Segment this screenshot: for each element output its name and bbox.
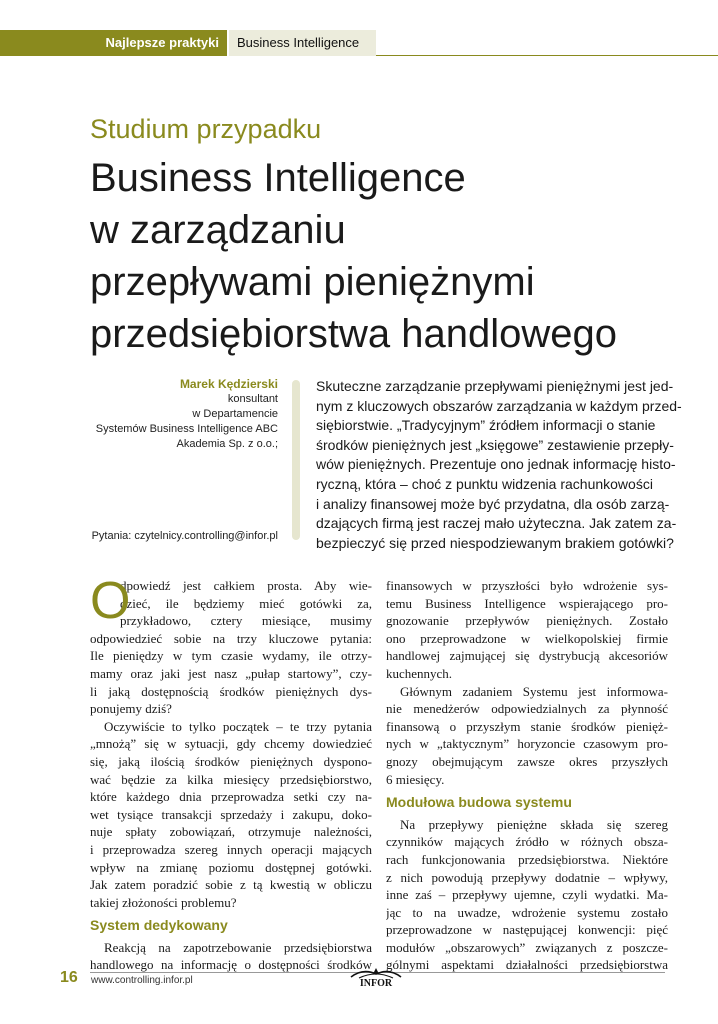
body-line: przeprowadzone w następującej konwencji: pięć: [386, 922, 668, 938]
body-line: nie menedżerów odpowiedzialnych za płynność: [386, 701, 668, 717]
lead-line: dzających firmą jest raczej mało użyteczna. Jak zatem za-: [316, 515, 677, 532]
dropcap-paragraph: [90, 572, 372, 630]
body-column-right: [386, 577, 668, 974]
lead-line: i analizy finansowej może być przydatna, dla osób zarzą-: [316, 495, 670, 512]
author-name: Marek Kędzierski: [179, 377, 278, 391]
section-tab: [0, 30, 227, 56]
lead-line: Skuteczne zarządzanie przepływami pieniężnymi jest jed-: [316, 378, 674, 394]
body-line: nych w „taktycznym” horyzoncie czasowym pro-: [386, 736, 668, 752]
body-line: temu Business Intelligence wspierającego pro-: [386, 595, 668, 611]
body-line: przykładowo, cztery miesiące, musimy: [120, 613, 372, 629]
body-line: „mnożą” się w sytuacji, gdy chcemy dowiedzieć: [90, 736, 372, 752]
body-line: rach funkcjonowania przedsiębiorstwa. Niektóre: [386, 851, 668, 867]
lead-line: środków pieniężnych jest „księgowe” zestawienie przepły-: [316, 436, 674, 453]
author-role-line: w Departamencie: [192, 408, 278, 420]
article-kicker: Studium przypadku: [90, 114, 322, 144]
body-line: handlowego na informację o dostępności środków: [90, 957, 372, 973]
section-label: Najlepsze praktyki: [105, 35, 219, 50]
body-line: gnozy obejmującym zawsze okres przyszłych: [386, 753, 668, 769]
category-label: Business Intelligence: [237, 35, 360, 50]
body-line: modułów „obszarowych” związanych z poszcze-: [386, 939, 668, 955]
body-line: ponujemy dziś?: [90, 701, 172, 717]
body-line: inne zaś – przepływy ujemne, czyli wydatki. Ma-: [386, 887, 668, 903]
article-lead: [316, 377, 682, 553]
body-line: czynników mających źródło w różnych obsza-: [386, 834, 668, 850]
section-heading: Modułowa budowa systemu: [386, 794, 572, 811]
body-line: wpływ na zmianę poziomu dostępnej gotówki.: [90, 859, 372, 875]
lead-divider: [292, 380, 300, 540]
title-line: przedsiębiorstwa handlowego: [90, 312, 617, 356]
body-line: dpowiedź jest całkiem prosta. Aby wie-: [120, 578, 372, 593]
body-line: li jaką dostępnością środków pieniężnych dys-: [90, 683, 372, 699]
header-rule: [376, 55, 718, 56]
body-line: mamy oraz jaki jest nasz „pułap startowy”, czy-: [90, 665, 372, 681]
lead-line: ryczną, która – choć z punktu widzenia rachunkowości: [316, 475, 653, 492]
body-line: finansowych w przyszłości było wdrożenie sys-: [386, 578, 668, 593]
body-line: jąc to na uwadze, wdrożenie systemu zostało: [386, 904, 668, 920]
body-line: dzieć, ile będziemy mieć gotówki za,: [120, 595, 372, 611]
body-column-left: [90, 572, 372, 974]
body-line: się, jaką ilością środków pieniężnych dyspono-: [90, 753, 372, 769]
body-line: Reakcją na zapotrzebowanie przedsiębiorstwa: [104, 939, 372, 955]
top-section-bar: [0, 30, 718, 56]
author-role-line: Systemów Business Intelligence ABC: [95, 423, 278, 435]
title-line: Business Intelligence: [90, 156, 466, 200]
lead-line: nym z kluczowych obszarów zarządzania w każdym przed-: [316, 397, 682, 414]
body-line: Głównym zadaniem Systemu jest informowa-: [400, 683, 668, 699]
body-line: Na przepływy pieniężne składa się szereg: [400, 816, 668, 832]
body-line: ono przeprowadzone w wielkopolskiej firmie: [386, 630, 668, 646]
body-line: wet tysiące transakcji sprzedaży i zakupu, doko-: [90, 806, 372, 822]
body-line: nuje spłaty zobowiązań, otrzymuje należności,: [90, 824, 372, 840]
lead-line: siębiorstwie. „Tradycyjnym” źródłem informacji o stanie: [316, 417, 656, 434]
logo-text: INFOR: [359, 978, 393, 989]
category-tab: [229, 30, 376, 56]
body-line: wać będzie za kilka miesięcy przedsiębiorstwo,: [90, 771, 372, 787]
drop-cap: O: [90, 572, 131, 630]
author-box: [60, 377, 278, 452]
body-line: Jak zatem poradzić sobie z tą kwestią w obliczu: [90, 877, 372, 893]
section-heading: System dedykowany: [90, 917, 228, 934]
body-line: takiej złożoności problemu?: [90, 894, 237, 910]
publisher-logo: [349, 966, 403, 990]
body-line: 6 miesięcy.: [386, 771, 445, 787]
body-line: odpowiedzieć sobie na trzy kluczowe pytania:: [90, 630, 372, 646]
author-role-line: konsultant: [227, 393, 278, 405]
body-line: handlowej zajmującej się dystrybucją akcesoriów: [386, 648, 668, 664]
questions-contact: Pytania: czytelnicy.controlling@infor.pl: [91, 530, 278, 542]
lead-line: bezpieczyć się przed niespodziewanym brakiem gotówki?: [316, 534, 674, 551]
title-line: przepływami pieniężnymi: [90, 260, 535, 304]
body-line: Oczywiście to tylko początek – te trzy pytania: [104, 718, 372, 734]
page-number: 16: [60, 969, 78, 986]
title-line: w zarządzaniu: [90, 208, 346, 252]
body-line: gólnymi aspektami działalności przedsiębiorstwa: [386, 957, 668, 973]
body-line: finansową o przyszłym stanie środków pienięż-: [386, 718, 668, 734]
article-title: [90, 152, 710, 360]
author-role-line: Akademia Sp. z o.o.;: [176, 438, 278, 450]
body-line: i przeprowadza szereg innych operacji mających: [90, 841, 372, 857]
body-line: które każdego dnia przeprowadza setki czy na-: [90, 789, 372, 805]
footer-url: www.controlling.infor.pl: [91, 975, 193, 986]
body-line: z nich powodują przepływy dodatnie – wpływy,: [386, 869, 668, 885]
body-line: Ile pieniędzy w tym czasie wydamy, ile otrzy-: [90, 648, 372, 664]
body-line: kuchennych.: [386, 665, 453, 681]
body-line: gnozowanie przepływów pieniężnych. Zostało: [386, 613, 668, 629]
lead-line: wów pieniężnych. Prezentuje ono jednak informację histo-: [316, 456, 676, 473]
